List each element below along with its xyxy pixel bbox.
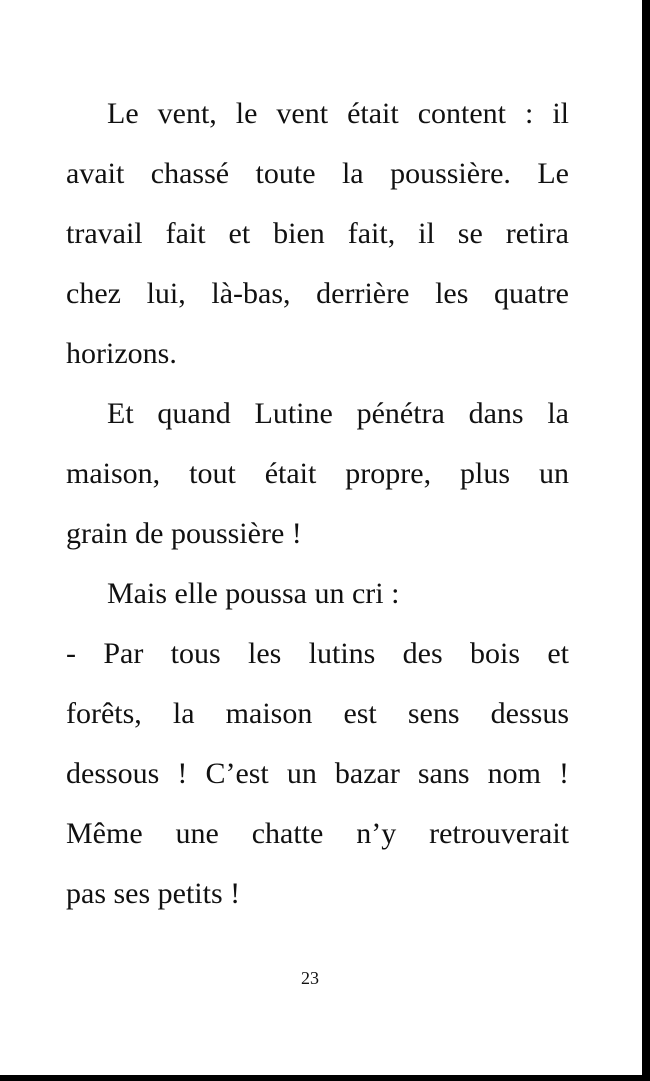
text-line: grain de poussière ! xyxy=(66,517,302,550)
body-text xyxy=(66,84,569,924)
scan-edge-right xyxy=(642,0,650,1081)
text-line: Mais elle poussa un cri : xyxy=(107,577,400,610)
text-line: chez lui, là-bas, derrière les quatre xyxy=(66,277,569,310)
text-line: horizons. xyxy=(66,337,177,370)
text-line: travail fait et bien fait, il se retira xyxy=(66,217,569,250)
text-line: Et quand Lutine pénétra dans la xyxy=(107,397,569,430)
text-line: Le vent, le vent était content : il xyxy=(107,97,569,130)
text-line: avait chassé toute la poussière. Le xyxy=(66,157,569,190)
page-number: 23 xyxy=(301,968,319,988)
text-line: - Par tous les lutins des bois et xyxy=(66,637,569,670)
scan-edge-bottom xyxy=(0,1075,650,1081)
text-line: Même une chatte n’y retrouverait xyxy=(66,817,569,850)
text-line: maison, tout était propre, plus un xyxy=(66,457,569,490)
text-line: pas ses petits ! xyxy=(66,877,241,910)
text-line: forêts, la maison est sens dessus xyxy=(66,697,569,730)
text-line: dessous ! C’est un bazar sans nom ! xyxy=(66,757,569,790)
